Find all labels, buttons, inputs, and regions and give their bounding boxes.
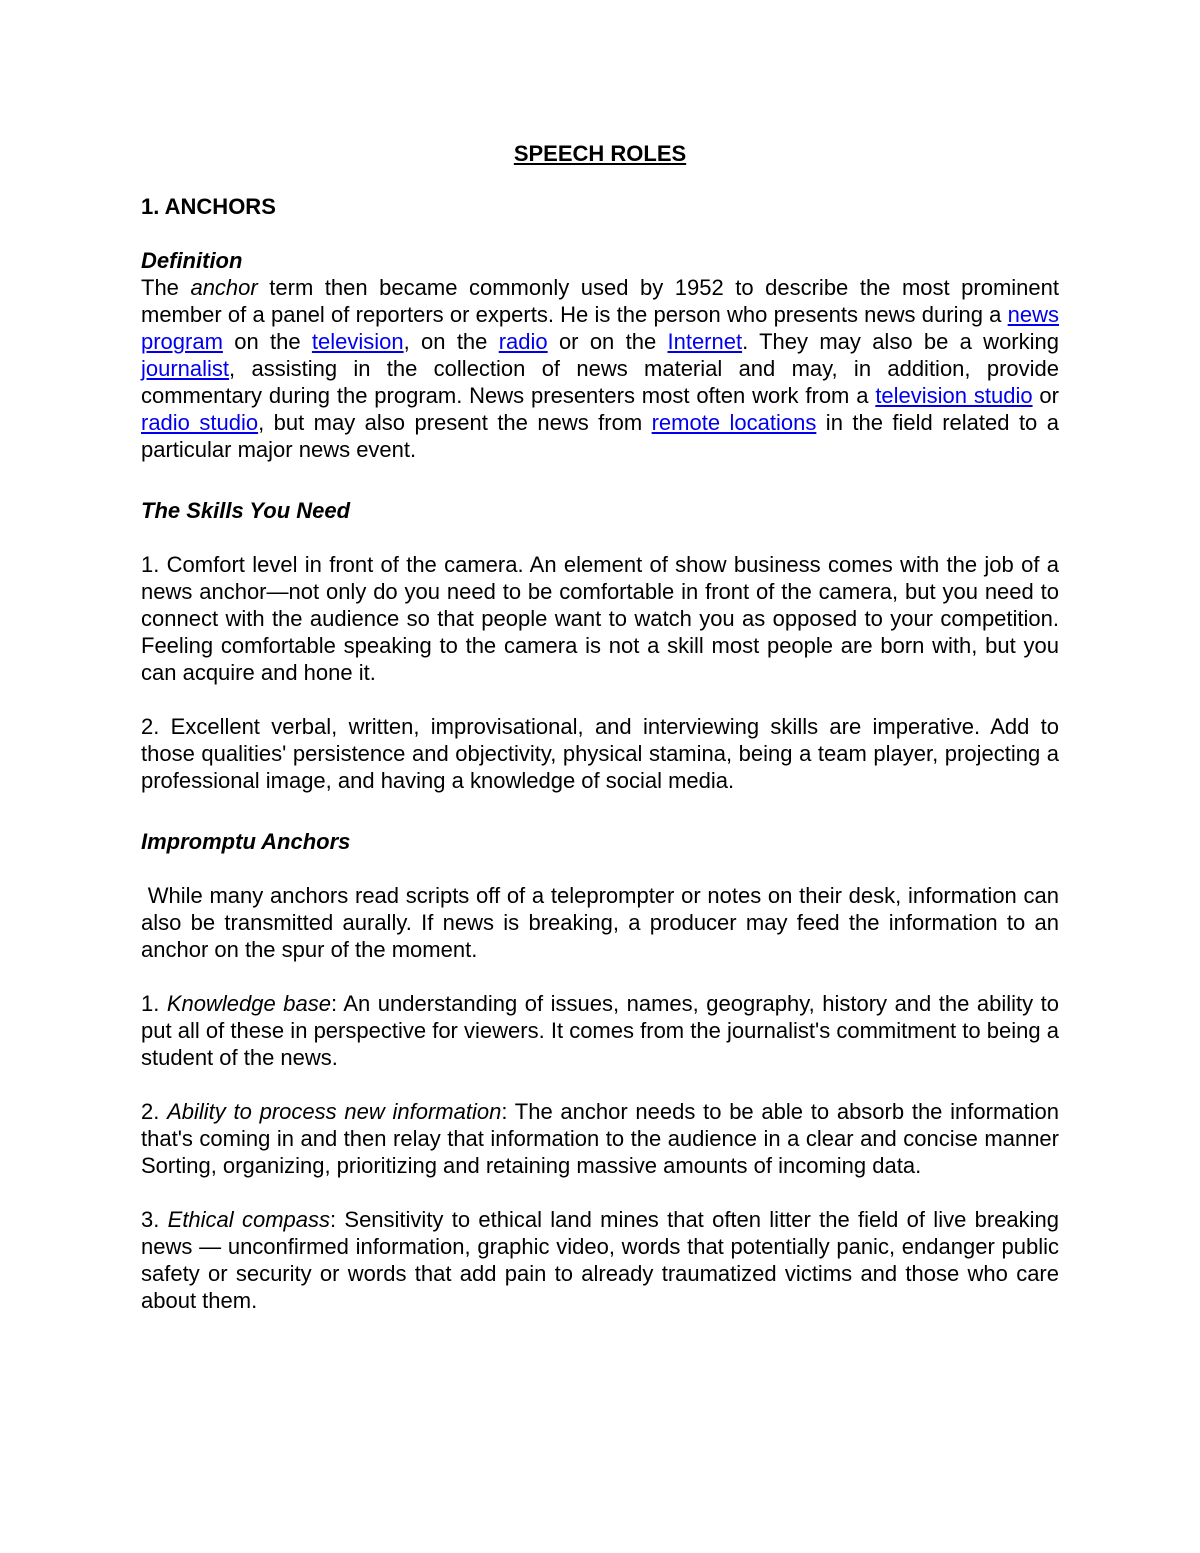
item-number: 3.	[141, 1207, 168, 1232]
item-number: 2.	[141, 1099, 168, 1124]
item-text: : The anchor needs to be able to absorb the information that's coming in and then relay that information to the audience in a clear and concise manner Sorting, organizing, prioritizing and retaining massive amounts of incoming data.	[141, 1099, 1059, 1178]
definition-paragraph	[141, 274, 1059, 463]
item-text: : An understanding of issues, names, geography, history and the ability to put all of these in perspective for viewers. It comes from the journalist's commitment to being a student of the news.	[141, 991, 1059, 1070]
impromptu-heading: Impromptu Anchors	[141, 829, 351, 854]
text-run: The	[141, 275, 191, 300]
text-run: or	[1032, 383, 1059, 408]
text-run: in the field related to a particular major news event.	[141, 410, 1059, 462]
item-term: Knowledge base	[166, 991, 331, 1016]
skill-item-2: 2. Excellent verbal, written, improvisational, and interviewing skills are imperative. Add to those qualities' persistence and objectivity, physical stamina, being a team player, projecting a professional image, and having a knowledge of social media.	[141, 714, 1059, 793]
impromptu-item-2	[141, 1098, 1059, 1179]
definition-heading: Definition	[141, 248, 243, 273]
text-run: term then became commonly used by 1952 to describe the most prominent member of a panel of reporters or experts. He is the person who presents news during a	[141, 275, 1059, 327]
skills-heading: The Skills You Need	[141, 498, 351, 523]
link-journalist[interactable]: journalist	[141, 356, 230, 381]
link-television[interactable]: television	[311, 329, 404, 354]
impromptu-intro: While many anchors read scripts off of a teleprompter or notes on their desk, information can also be transmitted aurally. If news is breaking, a producer may feed the information to an anchor on the spur of the moment.	[141, 883, 1066, 962]
skill-item-1: 1. Comfort level in front of the camera. An element of show business comes with the job of a news anchor—not only do you need to be comfortable in front of the camera, but you need to connect with the audience so that people want to watch you as opposed to your competition. Feeling comfortable speaking to the camera is not a skill most people are born with, but you can acquire and hone it.	[141, 552, 1059, 685]
text-run: , on the	[403, 329, 499, 354]
anchor-term: anchor	[190, 275, 258, 300]
item-term: Ability to process new information	[167, 1099, 502, 1124]
link-remote-locations[interactable]: remote locations	[651, 410, 817, 435]
text-run: on the	[222, 329, 312, 354]
impromptu-item-3	[141, 1206, 1059, 1314]
document-page	[141, 140, 1066, 1341]
item-number: 1.	[141, 991, 167, 1016]
link-radio[interactable]: radio	[498, 329, 548, 354]
item-text: : Sensitivity to ethical land mines that often litter the field of live breaking news — unconfirmed information, graphic video, words that potentially panic, endanger public safety or security or words that add pain to already traumatized victims and those who care about them.	[141, 1207, 1059, 1313]
document-title: SPEECH ROLES	[513, 141, 687, 166]
link-internet[interactable]: Internet	[667, 329, 743, 354]
text-run: , but may also present the news from	[258, 410, 652, 435]
link-television-studio[interactable]: television studio	[875, 383, 1033, 408]
impromptu-item-1	[141, 990, 1059, 1071]
text-run: , assisting in the collection of news material and may, in addition, provide commentary during the program. News presenters most often work from a	[141, 356, 1059, 408]
section-heading-anchors: 1. ANCHORS	[141, 194, 276, 219]
link-news-program[interactable]: news program	[141, 302, 1059, 354]
text-run: . They may also be a working	[742, 329, 1059, 354]
item-term: Ethical compass	[167, 1207, 330, 1232]
text-run: or on the	[547, 329, 668, 354]
link-radio-studio[interactable]: radio studio	[141, 410, 259, 435]
